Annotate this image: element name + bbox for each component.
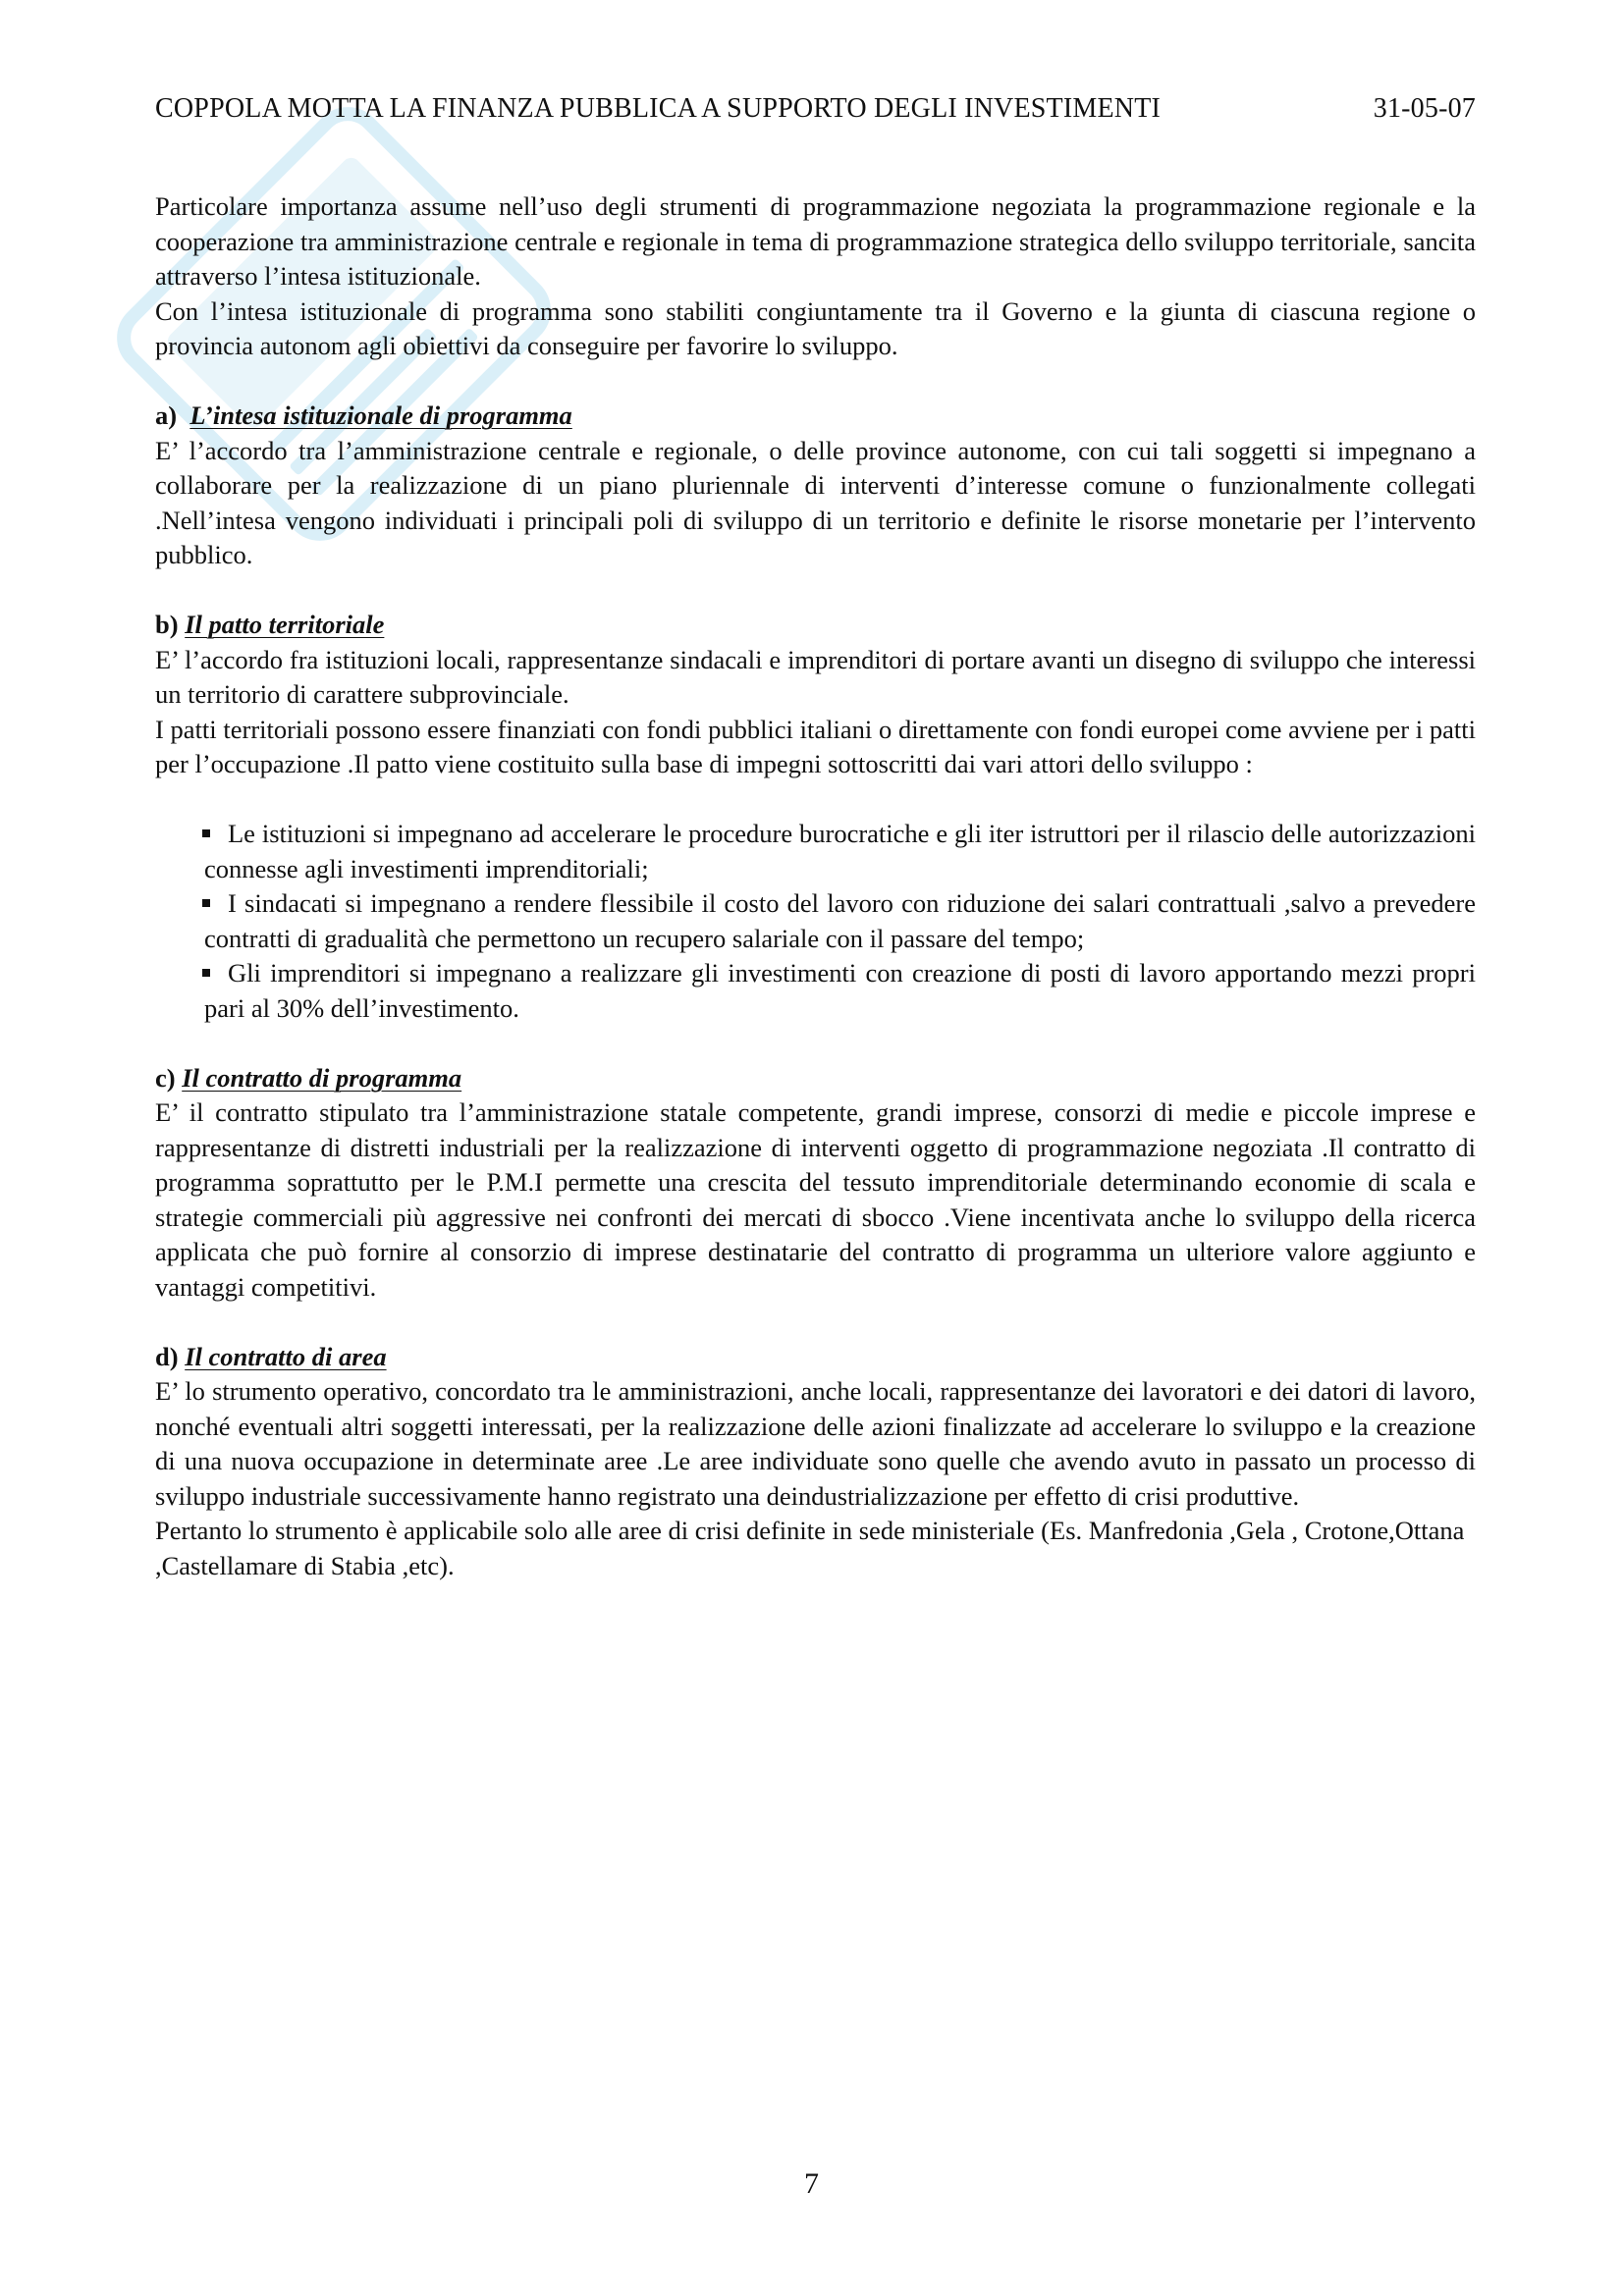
intro-paragraph-1: Particolare importanza assume nell’uso degli strumenti di programmazione negoziata la programmazione regionale e la cooperazione tra amministrazione centrale e regionale in tema di programmazione strategica dello sviluppo territoriale, sancita attraverso l’intesa istituzionale. bbox=[155, 191, 1476, 291]
square-bullet-icon bbox=[202, 899, 210, 907]
square-bullet-icon bbox=[202, 829, 210, 837]
section-c-paragraph-1: E’ il contratto stipulato tra l’amministrazione statale competente, grandi imprese, consorzi di medie e piccole imprese e rappresentanze di distretti industriali per la realizzazione di interventi oggetto di programmazione negoziata .Il contratto di programma soprattutto per le P.M.I permette una crescita del tessuto imprenditoriale determinando economie di scala e strategie commerciali più aggressive nei confronti dei mercati di sbocco .Viene incentivata anche lo sviluppo della ricerca applicata che può fornire al consorzio di imprese destinatarie del contratto di programma un ulteriore valore aggiunto e vantaggi competitivi. bbox=[155, 1097, 1476, 1302]
section-d-label: d) bbox=[155, 1341, 179, 1371]
header-date: 31-05-07 bbox=[1373, 93, 1476, 124]
section-b-title: Il patto territoriale bbox=[185, 610, 385, 639]
section-b-label: b) bbox=[155, 610, 179, 639]
section-c-heading bbox=[155, 1061, 1476, 1096]
section-b-paragraph-2: I patti territoriali possono essere finanziati con fondi pubblici italiani o direttamente con fondi europei come avviene per i patti per l’occupazione .Il patto viene costituito sulla base di impegni sottoscritti dai vari attori dello sviluppo : bbox=[155, 714, 1476, 778]
running-header bbox=[155, 93, 1476, 133]
section-a-label: a) bbox=[155, 400, 178, 430]
square-bullet-icon bbox=[202, 969, 210, 977]
section-b-heading bbox=[155, 608, 1476, 643]
bullet-text: I sindacati si impegnano a rendere flessibile il costo del lavoro con riduzione dei salari contrattuali ,salvo a prevedere contratti di gradualità che permettono un recupero salariale con il passare del tempo; bbox=[204, 888, 1476, 953]
section-d-paragraph-2: Pertanto lo strumento è applicabile solo alle aree di crisi definite in sede ministeriale (Es. Manfredonia ,Gela , Crotone,Ottana ,Castellamare di Stabia ,etc). bbox=[155, 1516, 1465, 1580]
section-b-bullet-list bbox=[155, 817, 1476, 1026]
page-number: 7 bbox=[804, 2167, 819, 2200]
list-item bbox=[204, 886, 1476, 956]
section-c-title: Il contratto di programma bbox=[182, 1062, 462, 1093]
document-page bbox=[155, 93, 1476, 1583]
list-item bbox=[204, 817, 1476, 886]
section-b-paragraph-1: E’ l’accordo fra istituzioni locali, rappresentanze sindacali e imprenditori di portare avanti un disegno di sviluppo che interessi un territorio di carattere subprovinciale. bbox=[155, 644, 1476, 709]
header-title: COPPOLA MOTTA LA FINANZA PUBBLICA A SUPPORTO DEGLI INVESTIMENTI bbox=[155, 93, 1162, 124]
section-d-paragraph-1: E’ lo strumento operativo, concordato tra le amministrazioni, anche locali, rappresentanze dei lavoratori e dei datori di lavoro, nonché eventuali altri soggetti interessati, per la realizzazione delle azioni finalizzate ad accelerare lo sviluppo e la creazione di una nuova occupazione in determinate aree .Le aree individuate sono quelle che avendo avuto in passato un processo di sviluppo industriale successivamente hanno registrato una deindustrializzazione per effetto di crisi produttive. bbox=[155, 1376, 1476, 1511]
intro-paragraph-2: Con l’intesa istituzionale di programma sono stabiliti congiuntamente tra il Governo e la giunta di ciascuna regione o provincia autonom agli obiettivi da conseguire per favorire lo sviluppo. bbox=[155, 295, 1476, 360]
section-d-heading bbox=[155, 1340, 1476, 1375]
section-a-heading bbox=[155, 399, 1476, 434]
section-d-title: Il contratto di area bbox=[185, 1341, 387, 1371]
section-a-title: L’intesa istituzionale di programma bbox=[189, 400, 572, 430]
bullet-text: Le istituzioni si impegnano ad accelerare le procedure burocratiche e gli iter istruttori per il rilascio delle autorizzazioni connesse agli investimenti imprenditoriali; bbox=[204, 819, 1476, 883]
section-c-label: c) bbox=[155, 1062, 176, 1093]
bullet-text: Gli imprenditori si impegnano a realizzare gli investimenti con creazione di posti di lavoro apportando mezzi propri pari al 30% dell’investimento. bbox=[204, 958, 1476, 1023]
section-a-paragraph-1: E’ l’accordo tra l’amministrazione centrale e regionale, o delle province autonome, con cui tali soggetti si impegnano a collaborare per la realizzazione di un piano pluriennale di interventi d’interesse comune o funzionalmente collegati .Nell’intesa vengono individuati i principali poli di sviluppo di un territorio e definite le risorse monetarie per l’intervento pubblico. bbox=[155, 435, 1476, 569]
list-item bbox=[204, 956, 1476, 1026]
